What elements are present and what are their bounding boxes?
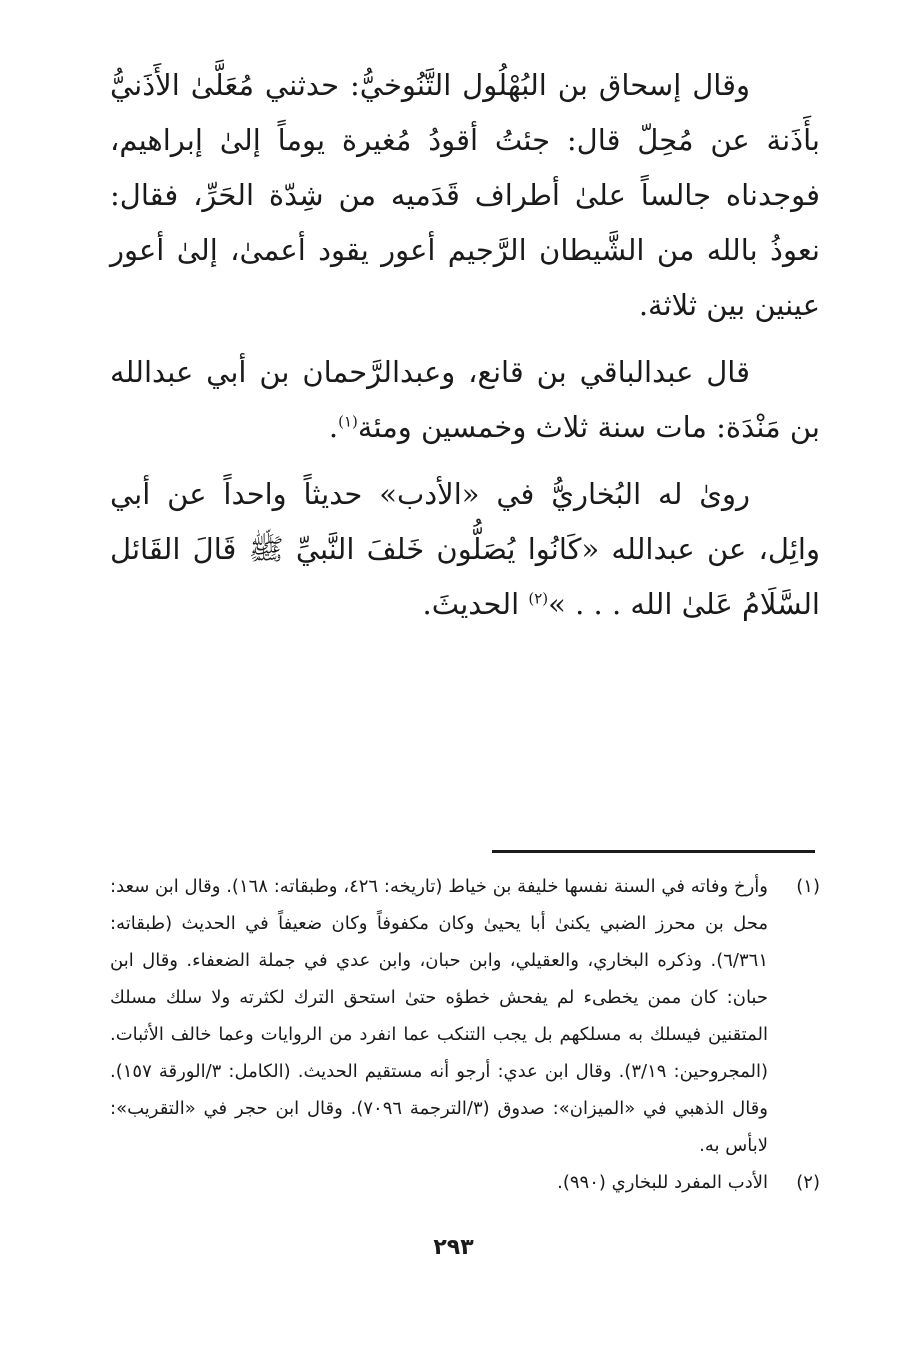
paragraph-1 <box>110 58 820 333</box>
footnote-divider <box>492 850 815 853</box>
footnote-2-number: (٢) <box>796 1172 820 1193</box>
paragraph-2 <box>110 345 820 455</box>
paragraph-2-end: . <box>328 410 339 444</box>
paragraph-3-text: روىٰ له البُخاريُّ في «الأدب» حديثاً واحداً عن أبي وائِل، عن عبدالله «كَانُوا يُصَلُّون خَلفَ النَّبيِّ ﷺ قَالَ القَائل السَّلَامُ عَلىٰ الله . . . » <box>110 477 820 621</box>
page-number: ٢٩٣ <box>433 1235 474 1260</box>
footnote-2-text: الأدب المفرد للبخاري (٩٩٠). <box>557 1172 768 1193</box>
main-text-body <box>110 58 820 632</box>
footnote-1 <box>110 868 820 1164</box>
footnote-2 <box>110 1164 820 1201</box>
footnotes-section <box>110 868 820 1201</box>
paragraph-2-text: قال عبدالباقي بن قانع، وعبدالرَّحمان بن أبي عبدالله بن مَنْدَة: مات سنة ثلاث وخمسين ومئة <box>110 355 820 444</box>
paragraph-1-text: وقال إسحاق بن البُهْلُول التَّنُوخيُّ: حدثني مُعَلَّىٰ الأَذَنيُّ بأَذَنة عن مُحِلّ قال: جئتُ أقودُ مُغيرة يوماً إلىٰ إبراهيم، فوجدناه جالساً علىٰ أطراف قَدَميه من شِدّة الحَرِّ، فقال: نعوذُ بالله من الشَّيطان الرَّجيم أعور يقود أعمىٰ، إلىٰ أعور عينين بين ثلاثة. <box>110 68 820 322</box>
footnote-1-number: (١) <box>796 876 820 897</box>
footnote-ref-1[interactable]: (١) <box>338 412 358 431</box>
paragraph-3 <box>110 467 820 632</box>
footnote-ref-2[interactable]: (٢) <box>528 589 549 608</box>
paragraph-3-end: الحديثَ. <box>422 587 529 621</box>
footnote-1-text: وأرخ وفاته في السنة نفسها خليفة بن خياط (تاريخه: ٤٢٦، وطبقاته: ١٦٨). وقال ابن سعد: محل بن محرز الضبي يكنىٰ أبا يحيىٰ وكان مكفوفاً وكان ضعيفاً في الحديث (طبقاته: ٦/٣٦١). وذكره البخاري، والعقيلي، وابن حبان، وابن عدي في جملة الضعفاء. وقال ابن حبان: كان ممن يخطىء لم يفحش خطؤه حتىٰ استحق الترك لكثرته ولا سلك مسلك المتقنين فيسلك به مسلكهم بل يجب التنكب عما انفرد من الروايات وعما خالف الأثبات. (المجروحين: ٣/١٩). وقال ابن عدي: أرجو أنه مستقيم الحديث. (الكامل: ٣/الورقة ١٥٧). وقال الذهبي في «الميزان»: صدوق (٣/الترجمة ٧٠٩٦). وقال ابن حجر في «التقريب»: لابأس به. <box>110 876 768 1156</box>
